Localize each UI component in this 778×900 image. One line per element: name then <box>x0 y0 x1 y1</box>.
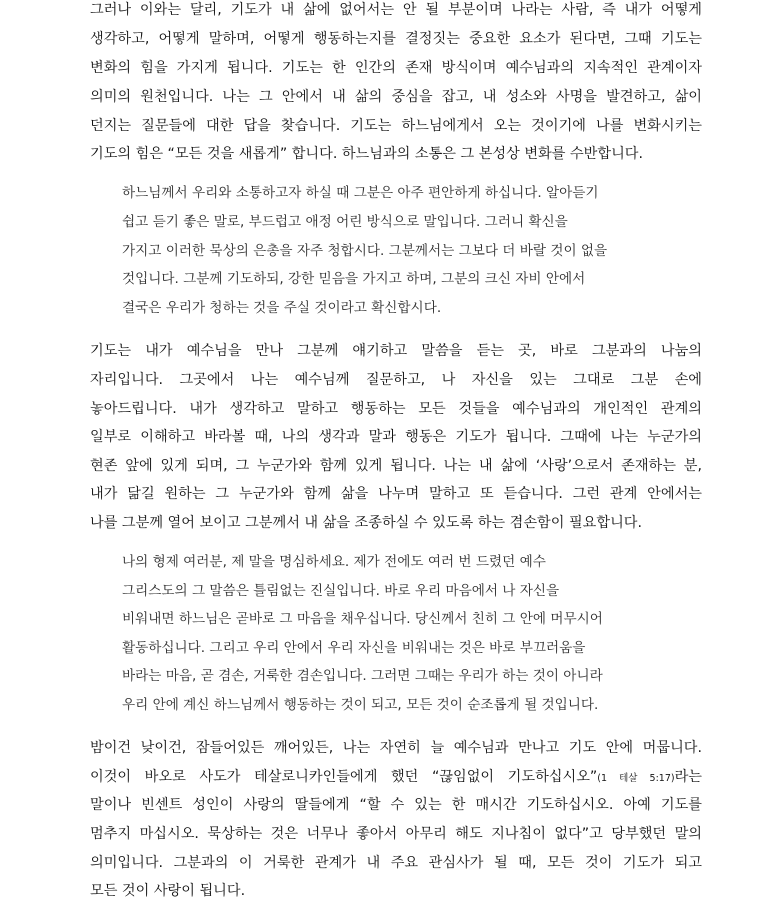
paragraph-1-line: 기도의 힘은 “모든 것을 새롭게” 합니다. 하느님과의 소통은 그 본성상 변화를 수반합니다. <box>90 146 644 162</box>
paragraph-1-line: 생각하고, 어떻게 말하며, 어떻게 행동하는지를 결정짓는 중요한 요소가 된다면, 그때 기도는 <box>90 31 702 47</box>
paragraph-2-line: 내가 닮길 원하는 그 누군가와 함께 삶을 나누며 말하고 또 듣습니다. 그런 관계 안에서는 <box>90 486 702 502</box>
paragraph-1-line: 던지는 질문들에 대한 답을 찾습니다. 기도는 하느님에게서 오는 것이기에 나를 변화시키는 <box>90 118 702 134</box>
quote-2-line: 바라는 마음, 곧 겸손, 거룩한 겸손입니다. 그러면 그때는 우리가 하는 것이 아니라 <box>122 668 603 684</box>
paragraph-2-line: 나를 그분께 열어 보이고 그분께서 내 삶을 조종하실 수 있도록 하는 겸손함이 필요합니다. <box>90 515 643 531</box>
paragraph-3-line: 밤이건 낮이건, 잠들어있든 깨어있든, 나는 자연히 늘 예수님과 만나고 기도 안에 머뭅니다. <box>90 740 702 756</box>
paragraph-3-line: 멈추지 마십시오. 묵상하는 것은 너무나 좋아서 아무리 해도 지나침이 없다”고 당부했던 말의 <box>90 826 702 842</box>
quote-2-line: 나의 형제 여러분, 제 말을 명심하세요. 제가 전에도 여러 번 드렸던 예수 <box>122 554 546 570</box>
paragraph-3-line: 의미입니다. 그분과의 이 거룩한 관계가 내 주요 관심사가 될 때, 모든 것이 기도가 되고 <box>90 855 702 871</box>
paragraph-2-line: 기도는 내가 예수님을 만나 그분께 얘기하고 말씀을 듣는 곳, 바로 그분과의 나눔의 <box>90 343 702 359</box>
quote-1-line: 쉽고 듣기 좋은 말로, 부드럽고 애정 어린 방식으로 말입니다. 그러니 확신을 <box>122 214 568 230</box>
paragraph-3-line <box>90 770 702 784</box>
paragraph-2-line: 놓아드립니다. 내가 생각하고 말하고 행동하는 모든 것들을 예수님과의 개인적인 관계의 <box>90 401 702 417</box>
paragraph-1-line: 그러나 이와는 달리, 기도가 내 삶에 없어서는 안 될 부분이며 나라는 사람, 즉 내가 어떻게 <box>90 2 702 18</box>
quote-1-line: 결국은 우리가 청하는 것을 주실 것이라고 확신합시다. <box>122 300 442 316</box>
paragraph-2-line: 현존 앞에 있게 되며, 그 누군가와 함께 있게 됩니다. 나는 내 삶에 ‘사랑’으로서 존재하는 분, <box>90 458 702 474</box>
quote-2-line: 우리 안에 계신 하느님께서 행동하는 것이 되고, 모든 것이 순조롭게 될 것입니다. <box>122 697 599 713</box>
paragraph-3-line: 말이나 빈센트 성인이 사랑의 딸들에게 “할 수 있는 한 매시간 기도하십시오. 아예 기도를 <box>90 797 702 813</box>
quote-2-line: 비워내면 하느님은 곧바로 그 마음을 채우십니다. 당신께서 친히 그 안에 머무시어 <box>122 611 603 627</box>
paragraph-3-line: 모든 것이 사랑이 됩니다. <box>90 883 246 899</box>
paragraph-1-line: 변화의 힘을 가지게 됩니다. 기도는 한 인간의 존재 방식이며 예수님과의 지속적인 관계이자 <box>90 60 702 76</box>
quote-1-line: 하느님께서 우리와 소통하고자 하실 때 그분은 아주 편안하게 하십니다. 알아듣기 <box>122 185 599 201</box>
quote-1-line: 가지고 이러한 묵상의 은총을 자주 청합시다. 그분께서는 그보다 더 바랄 것이 없을 <box>122 243 608 259</box>
paragraph-2-line: 일부로 이해하고 바라볼 때, 나의 생각과 말과 행동은 기도가 됩니다. 그때에 나는 누군가의 <box>90 429 702 445</box>
paragraph-2-line: 자리입니다. 그곳에서 나는 예수님께 질문하고, 나 자신을 있는 그대로 그분 손에 <box>90 372 702 388</box>
bible-citation: (1 테살 5:17) <box>597 773 675 784</box>
paragraph-3-line-text: 라는 <box>674 769 703 785</box>
quote-2-line: 활동하십니다. 그리고 우리 안에서 우리 자신을 비워내는 것은 바로 부끄러움을 <box>122 640 586 656</box>
paragraph-3-line-text: 이것이 바오로 사도가 테살로니카인들에게 했던 “끊임없이 기도하십시오” <box>90 769 598 785</box>
quote-2-line: 그리스도의 그 말씀은 틀림없는 진실입니다. 바로 우리 마음에서 나 자신을 <box>122 583 560 599</box>
quote-1-line: 것입니다. 그분께 기도하되, 강한 믿음을 가지고 하며, 그분의 크신 자비 안에서 <box>122 271 586 287</box>
paragraph-1-line: 의미의 원천입니다. 나는 그 안에서 내 삶의 중심을 잡고, 내 성소와 사명을 발견하고, 삶이 <box>90 89 702 105</box>
